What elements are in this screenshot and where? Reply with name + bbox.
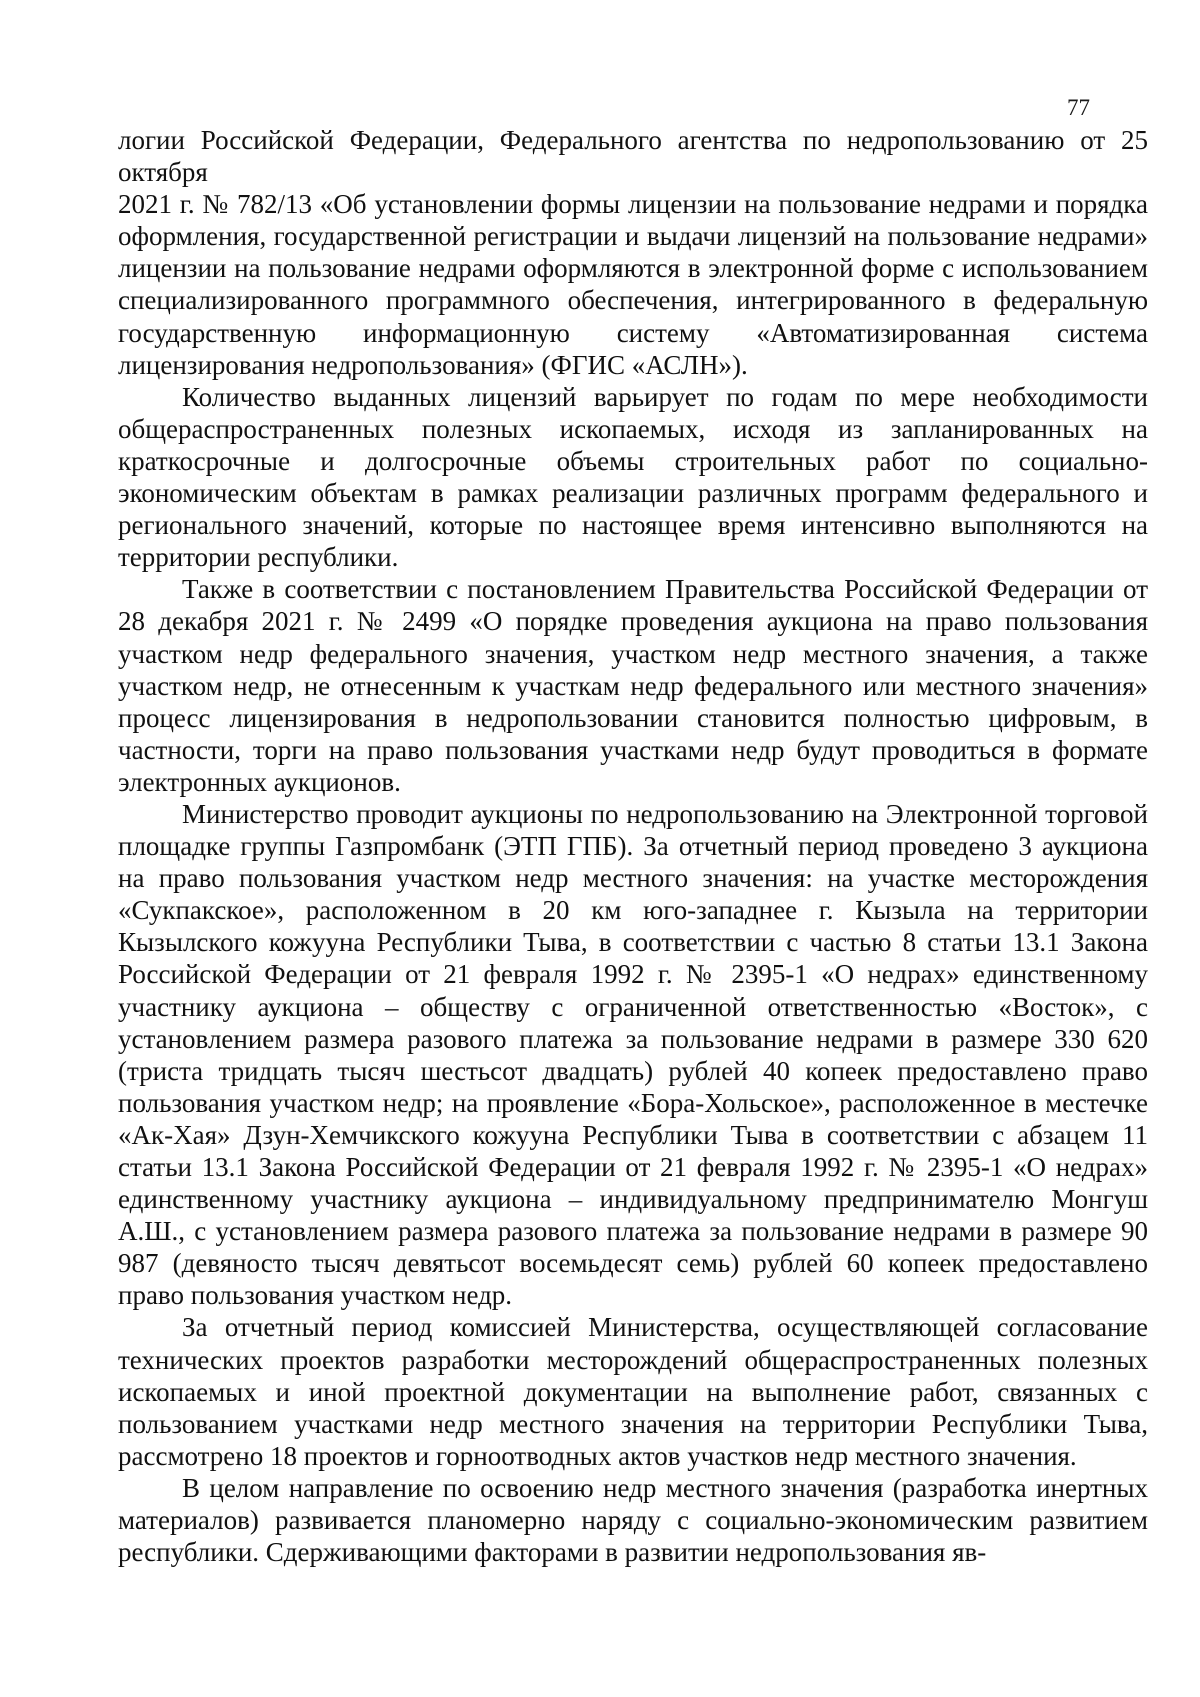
paragraph: Количество выданных лицензий варьирует по годам по мере необходимости общераспространенных полезных ископаемых, исходя из запланированных на краткосрочные и долгосрочные объемы строительных работ по социально-экономическим объектам в рамках реализации различных программ федерального и регионального значений, которые по настоящее время интенсивно выполняются на территории республики. [118, 381, 1148, 573]
document-body [118, 124, 1148, 1568]
paragraph: Министерство проводит аукционы по недропользованию на Электронной торговой площадке группы Газпромбанк (ЭТП ГПБ). За отчетный период проведено 3 аукциона на право пользования участком недр местного значения: на участке месторождения «Сукпакское», расположенном в 20 км юго-западнее г. Кызыла на территории Кызылского кожууна Республики Тыва, в соответствии с частью 8 статьи 13.1 Закона Российской Федерации от 21 февраля 1992 г. № 2395-1 «О недрах» единственному участнику аукциона – обществу с ограниченной ответственностью «Восток», с установлением размера разового платежа за пользование недрами в размере 330 620 (триста тридцать тысяч шестьсот двадцать) рублей 40 копеек предоставлено право пользования участком недр; на проявление «Бора-Хольское», расположенное в местечке «Ак-Хая» Дзун-Хемчикского кожууна Республики Тыва в соответствии с абзацем 11 статьи 13.1 Закона Российской Федерации от 21 февраля 1992 г. № 2395-1 «О недрах» единственному участнику аукциона – индивидуальному предпринимателю Монгуш А.Ш., с установлением размера разового платежа за пользование недрами в размере 90 987 (девяносто тысяч девятьсот восемьдесят семь) рублей 60 копеек предоставлено право пользования участком недр. [118, 798, 1148, 1311]
page-number: 77 [1067, 95, 1090, 120]
paragraph: Также в соответствии с постановлением Правительства Российской Федерации от 28 декабря 2021 г. № 2499 «О порядке проведения аукциона на право пользования участком недр федерального значения, участком недр местного значения, а также участком недр, не отнесенным к участкам недр федерального или местного значения» процесс лицензирования в недропользовании становится полностью цифровым, в частности, торги на право пользования участками недр будут проводиться в формате электронных аукционов. [118, 574, 1148, 797]
text-line: логии Российской Федерации, Федерального агентства по недропользованию от 25 октября [118, 125, 1148, 188]
text-line: 2021 г. № 782/13 «Об установлении формы лицензии на пользование недрами и порядка оформления, государственной регистрации и выдачи лицензий на пользование недрами» лицензии на пользование недрами оформляются в электронной форме с использованием специализированного программного обеспечения, интегрированного в федеральную государственную информационную систему «Автоматизированная система лицензирования недропользования» (ФГИС «АСЛН»). [118, 189, 1148, 380]
paragraph-continuation [118, 124, 1148, 381]
paragraph: За отчетный период комиссией Министерства, осуществляющей согласование технических проектов разработки месторождений общераспространенных полезных ископаемых и иной проектной документации на выполнение работ, связанных с пользованием участками недр местного значения на территории Республики Тыва, рассмотрено 18 проектов и горноотводных актов участков недр местного значения. [118, 1312, 1148, 1471]
paragraph: В целом направление по освоению недр местного значения (разработка инертных материалов) развивается планомерно наряду с социально-экономическим развитием республики. Сдерживающими факторами в развитии недропользования яв- [118, 1472, 1148, 1568]
